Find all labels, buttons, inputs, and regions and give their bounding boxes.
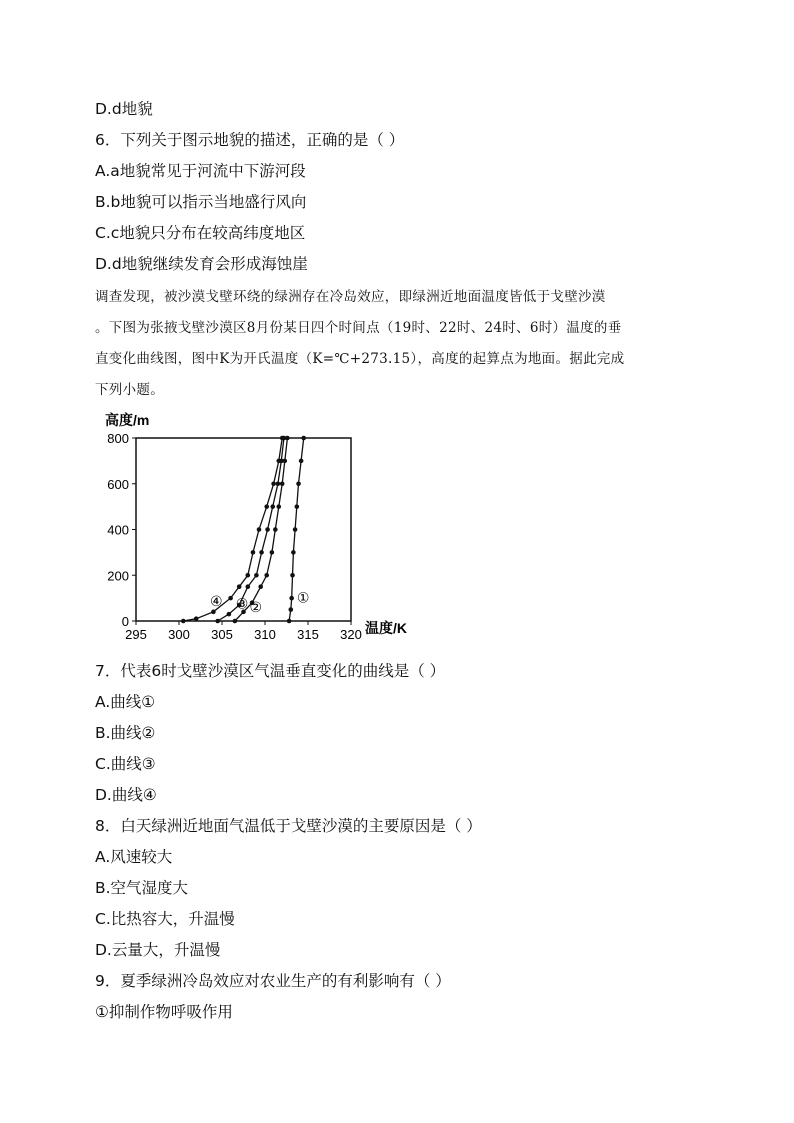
data-point [270, 550, 275, 555]
x-tick-label: 310 [254, 627, 276, 642]
data-point [264, 573, 269, 578]
x-tick-label: 315 [297, 627, 319, 642]
data-point [276, 481, 281, 486]
data-point [280, 436, 285, 441]
y-tick-label: 800 [107, 431, 129, 446]
data-point [264, 504, 269, 509]
y-axis-label: 高度/m [105, 412, 150, 428]
q8-option-a: A.风速较大 [95, 848, 173, 866]
data-point [276, 459, 281, 464]
data-point [273, 527, 278, 532]
plot-frame [136, 438, 351, 621]
q7-option-a: A.曲线① [95, 693, 156, 711]
data-point [265, 527, 270, 532]
question-8: 8．白天绿洲近地面气温低于戈壁沙漠的主要原因是（ ） [95, 817, 482, 835]
passage-line: 直变化曲线图，图中K为开氏温度（K=℃+273.15），高度的起算点为地面。据此完成 [95, 351, 625, 367]
passage-line: 调查发现，被沙漠戈壁环绕的绿洲存在冷岛效应，即绿洲近地面温度皆低于戈壁沙漠 [95, 289, 606, 305]
q9-statement-1: ①抑制作物呼吸作用 [95, 1003, 233, 1021]
data-point [246, 573, 251, 578]
question-7: 7．代表6时戈壁沙漠区气温垂直变化的曲线是（ ） [95, 662, 446, 680]
data-point [301, 436, 306, 441]
data-point [293, 527, 298, 532]
data-point [228, 596, 233, 601]
series-label: ② [249, 598, 263, 615]
data-point [227, 612, 232, 617]
question-9: 9．夏季绿洲冷岛效应对农业生产的有利影响有（ ） [95, 972, 451, 990]
x-tick-label: 305 [211, 627, 233, 642]
y-tick-label: 0 [121, 614, 129, 629]
data-point [290, 573, 295, 578]
option-d-previous: D.d地貌 [95, 100, 153, 118]
data-point [289, 607, 294, 612]
data-point [299, 459, 304, 464]
passage-line: 下列小题。 [95, 382, 164, 398]
q8-option-c: C.比热容大，升温慢 [95, 910, 235, 928]
x-tick-label: 320 [340, 627, 362, 642]
q6-option-a: A.a地貌常见于河流中下游河段 [95, 162, 306, 180]
data-point [289, 596, 294, 601]
data-point [254, 573, 259, 578]
data-point [271, 481, 276, 486]
series-label: ① [296, 589, 310, 606]
q7-option-c: C.曲线③ [95, 755, 156, 773]
data-point [259, 550, 264, 555]
data-point [291, 550, 296, 555]
q8-option-d: D.云量大，升温慢 [95, 941, 221, 959]
data-point [287, 619, 292, 624]
data-point [280, 481, 285, 486]
q6-option-b: B.b地貌可以指示当地盛行风向 [95, 193, 307, 211]
q6-option-c: C.c地貌只分布在较高纬度地区 [95, 224, 306, 242]
x-axis-label: 温度/K [365, 620, 407, 636]
data-point [258, 584, 263, 589]
y-tick-label: 200 [107, 568, 129, 584]
q6-option-d: D.d地貌继续发育会形成海蚀崖 [95, 255, 308, 273]
data-point [246, 584, 251, 589]
data-point [257, 527, 262, 532]
data-point [211, 610, 216, 615]
data-point [251, 550, 256, 555]
data-point [194, 616, 199, 621]
passage-line: 。下图为张掖戈壁沙漠区8月份某日四个时间点（19时、22时、24时、6时）温度的垂 [95, 320, 622, 336]
data-point [181, 619, 186, 624]
data-point [270, 504, 275, 509]
x-tick-label: 295 [125, 627, 147, 642]
data-point [276, 504, 281, 509]
q8-option-b: B.空气湿度大 [95, 879, 189, 897]
y-tick-label: 600 [107, 476, 129, 492]
data-point [233, 619, 238, 624]
question-6: 6．下列关于图示地貌的描述，正确的是（ ） [95, 131, 405, 149]
passage [95, 282, 695, 406]
data-point [215, 619, 220, 624]
series-label: ④ [209, 593, 223, 610]
temperature-profile-chart [95, 405, 435, 645]
data-point [296, 481, 301, 486]
series-label: ③ [235, 595, 249, 612]
x-tick-label: 300 [168, 627, 190, 642]
data-point [295, 504, 300, 509]
data-point [237, 584, 242, 589]
q7-option-d: D.曲线④ [95, 786, 157, 804]
q7-option-b: B.曲线② [95, 724, 156, 742]
y-tick-label: 400 [107, 522, 129, 538]
